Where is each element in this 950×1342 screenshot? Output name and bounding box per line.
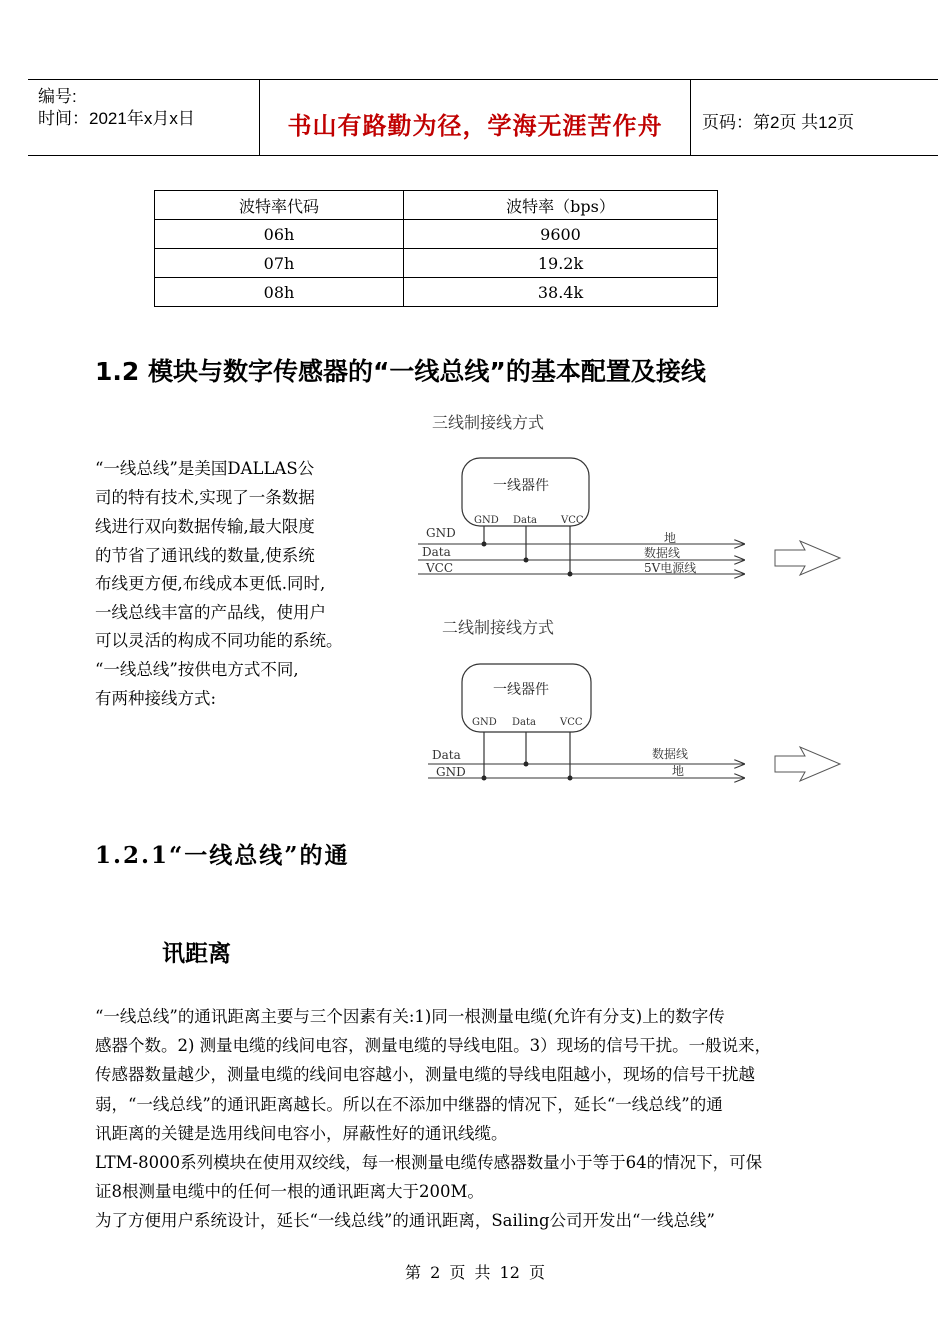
section-heading: 1.2 模块与数字传感器的“一线总线”的基本配置及接线 — [95, 357, 706, 386]
left-paragraph-line: 布线更方便,布线成本更低.同时, — [95, 574, 326, 593]
two-wire-pin-label: VCC — [560, 717, 583, 728]
two-wire-line-name: GND — [436, 765, 466, 779]
left-paragraph-line: “一线总线”是美国DALLAS公 — [95, 459, 315, 478]
two-wire-line-label: 地 — [672, 764, 685, 778]
wiring-diagrams — [400, 400, 860, 800]
header-top-rule — [28, 79, 938, 80]
body-paragraph-line: LTM-8000系列模块在使用双绞线，每一根测量电缆传感器数量小于等于64的情况下，可保 — [95, 1153, 763, 1172]
two-wire-hollow-arrow — [775, 747, 840, 781]
table-header-cell: 波特率代码 — [155, 191, 404, 220]
three-wire-hollow-arrow — [775, 541, 840, 575]
two-wire-pin-label: Data — [512, 717, 536, 728]
header-number-label: 编号: — [38, 87, 77, 106]
three-wire-pin-label: VCC — [561, 515, 584, 526]
left-paragraph-line: 线进行双向数据传输,最大限度 — [95, 517, 315, 536]
two-wire-line-label: 数据线 — [652, 747, 689, 761]
three-wire-device-label: 一线器件 — [493, 478, 549, 494]
body-paragraph-line: 感器个数。2) 测量电缆的线间电容，测量电缆的导线电阻。3）现场的信号干扰。一般说来， — [95, 1036, 772, 1055]
table-cell: 07h — [155, 249, 404, 278]
two-wire-device-label: 一线器件 — [493, 682, 549, 698]
page-footer: 第 2 页 共 12 页 — [405, 1263, 545, 1282]
three-wire-pin-label: GND — [474, 515, 499, 526]
body-paragraph-line: 弱，“一线总线”的通讯距离越长。所以在不添加中继器的情况下，延长“一线总线”的通 — [95, 1095, 723, 1114]
three-wire-line-name: Data — [422, 545, 451, 559]
baud-rate-table — [154, 190, 718, 307]
three-wire-line-name: GND — [426, 526, 456, 540]
subsection-heading-continued: 讯距离 — [162, 940, 231, 967]
left-paragraph-line: 有两种接线方式: — [95, 689, 217, 708]
header-time: 时间：2021年x月x日 — [38, 109, 195, 128]
left-paragraph-line: 司的特有技术,实现了一条数据 — [95, 488, 315, 507]
three-wire-pin-label: Data — [513, 515, 537, 526]
header-bottom-rule — [28, 155, 938, 156]
table-cell: 38.4k — [404, 278, 718, 307]
two-wire-title: 二线制接线方式 — [442, 618, 555, 637]
three-wire-line-label: 数据线 — [644, 546, 681, 560]
table-cell: 19.2k — [404, 249, 718, 278]
body-paragraph-line: 为了方便用户系统设计，延长“一线总线”的通讯距离，Sailing公司开发出“一线总线” — [95, 1211, 715, 1230]
body-paragraph-line: 证8根测量电缆中的任何一根的通讯距离大于200M。 — [95, 1182, 484, 1201]
header-page-info: 页码：第2页 共12页 — [702, 113, 855, 132]
table-row — [155, 278, 718, 307]
left-paragraph-line: 可以灵活的构成不同功能的系统。 — [95, 631, 343, 650]
table-cell: 08h — [155, 278, 404, 307]
table-cell: 06h — [155, 220, 404, 249]
table-row — [155, 249, 718, 278]
table-row — [155, 220, 718, 249]
header-motto: 书山有路勤为径，学海无涯苦作舟 — [287, 112, 663, 140]
three-wire-line-label: 地 — [664, 531, 677, 545]
three-wire-line-name: VCC — [426, 561, 454, 575]
two-wire-line-name: Data — [432, 748, 461, 762]
left-paragraph-line: 一线总线丰富的产品线，使用户 — [95, 603, 326, 622]
left-paragraph-line: “一线总线”按供电方式不同, — [95, 660, 299, 679]
two-wire-pin-label: GND — [472, 717, 497, 728]
three-wire-title: 三线制接线方式 — [432, 413, 545, 432]
table-header-cell: 波特率（bps） — [404, 191, 718, 220]
left-paragraph-line: 的节省了通讯线的数量,使系统 — [95, 546, 315, 565]
three-wire-line-label: 5V电源线 — [644, 561, 697, 575]
subsection-heading: 1.2.1“一线总线”的通 — [95, 842, 350, 869]
body-paragraph-line: “一线总线”的通讯距离主要与三个因素有关:1)同一根测量电缆(允许有分支)上的数字传 — [95, 1007, 725, 1026]
body-paragraph-line: 讯距离的关键是选用线间电容小，屏蔽性好的通讯线缆。 — [95, 1124, 508, 1143]
header-divider-right — [690, 79, 691, 156]
table-cell: 9600 — [404, 220, 718, 249]
body-paragraph-line: 传感器数量越少，测量电缆的线间电容越小，测量电缆的导线电阻越小，现场的信号干扰越 — [95, 1065, 755, 1084]
table-header-row — [155, 191, 718, 220]
